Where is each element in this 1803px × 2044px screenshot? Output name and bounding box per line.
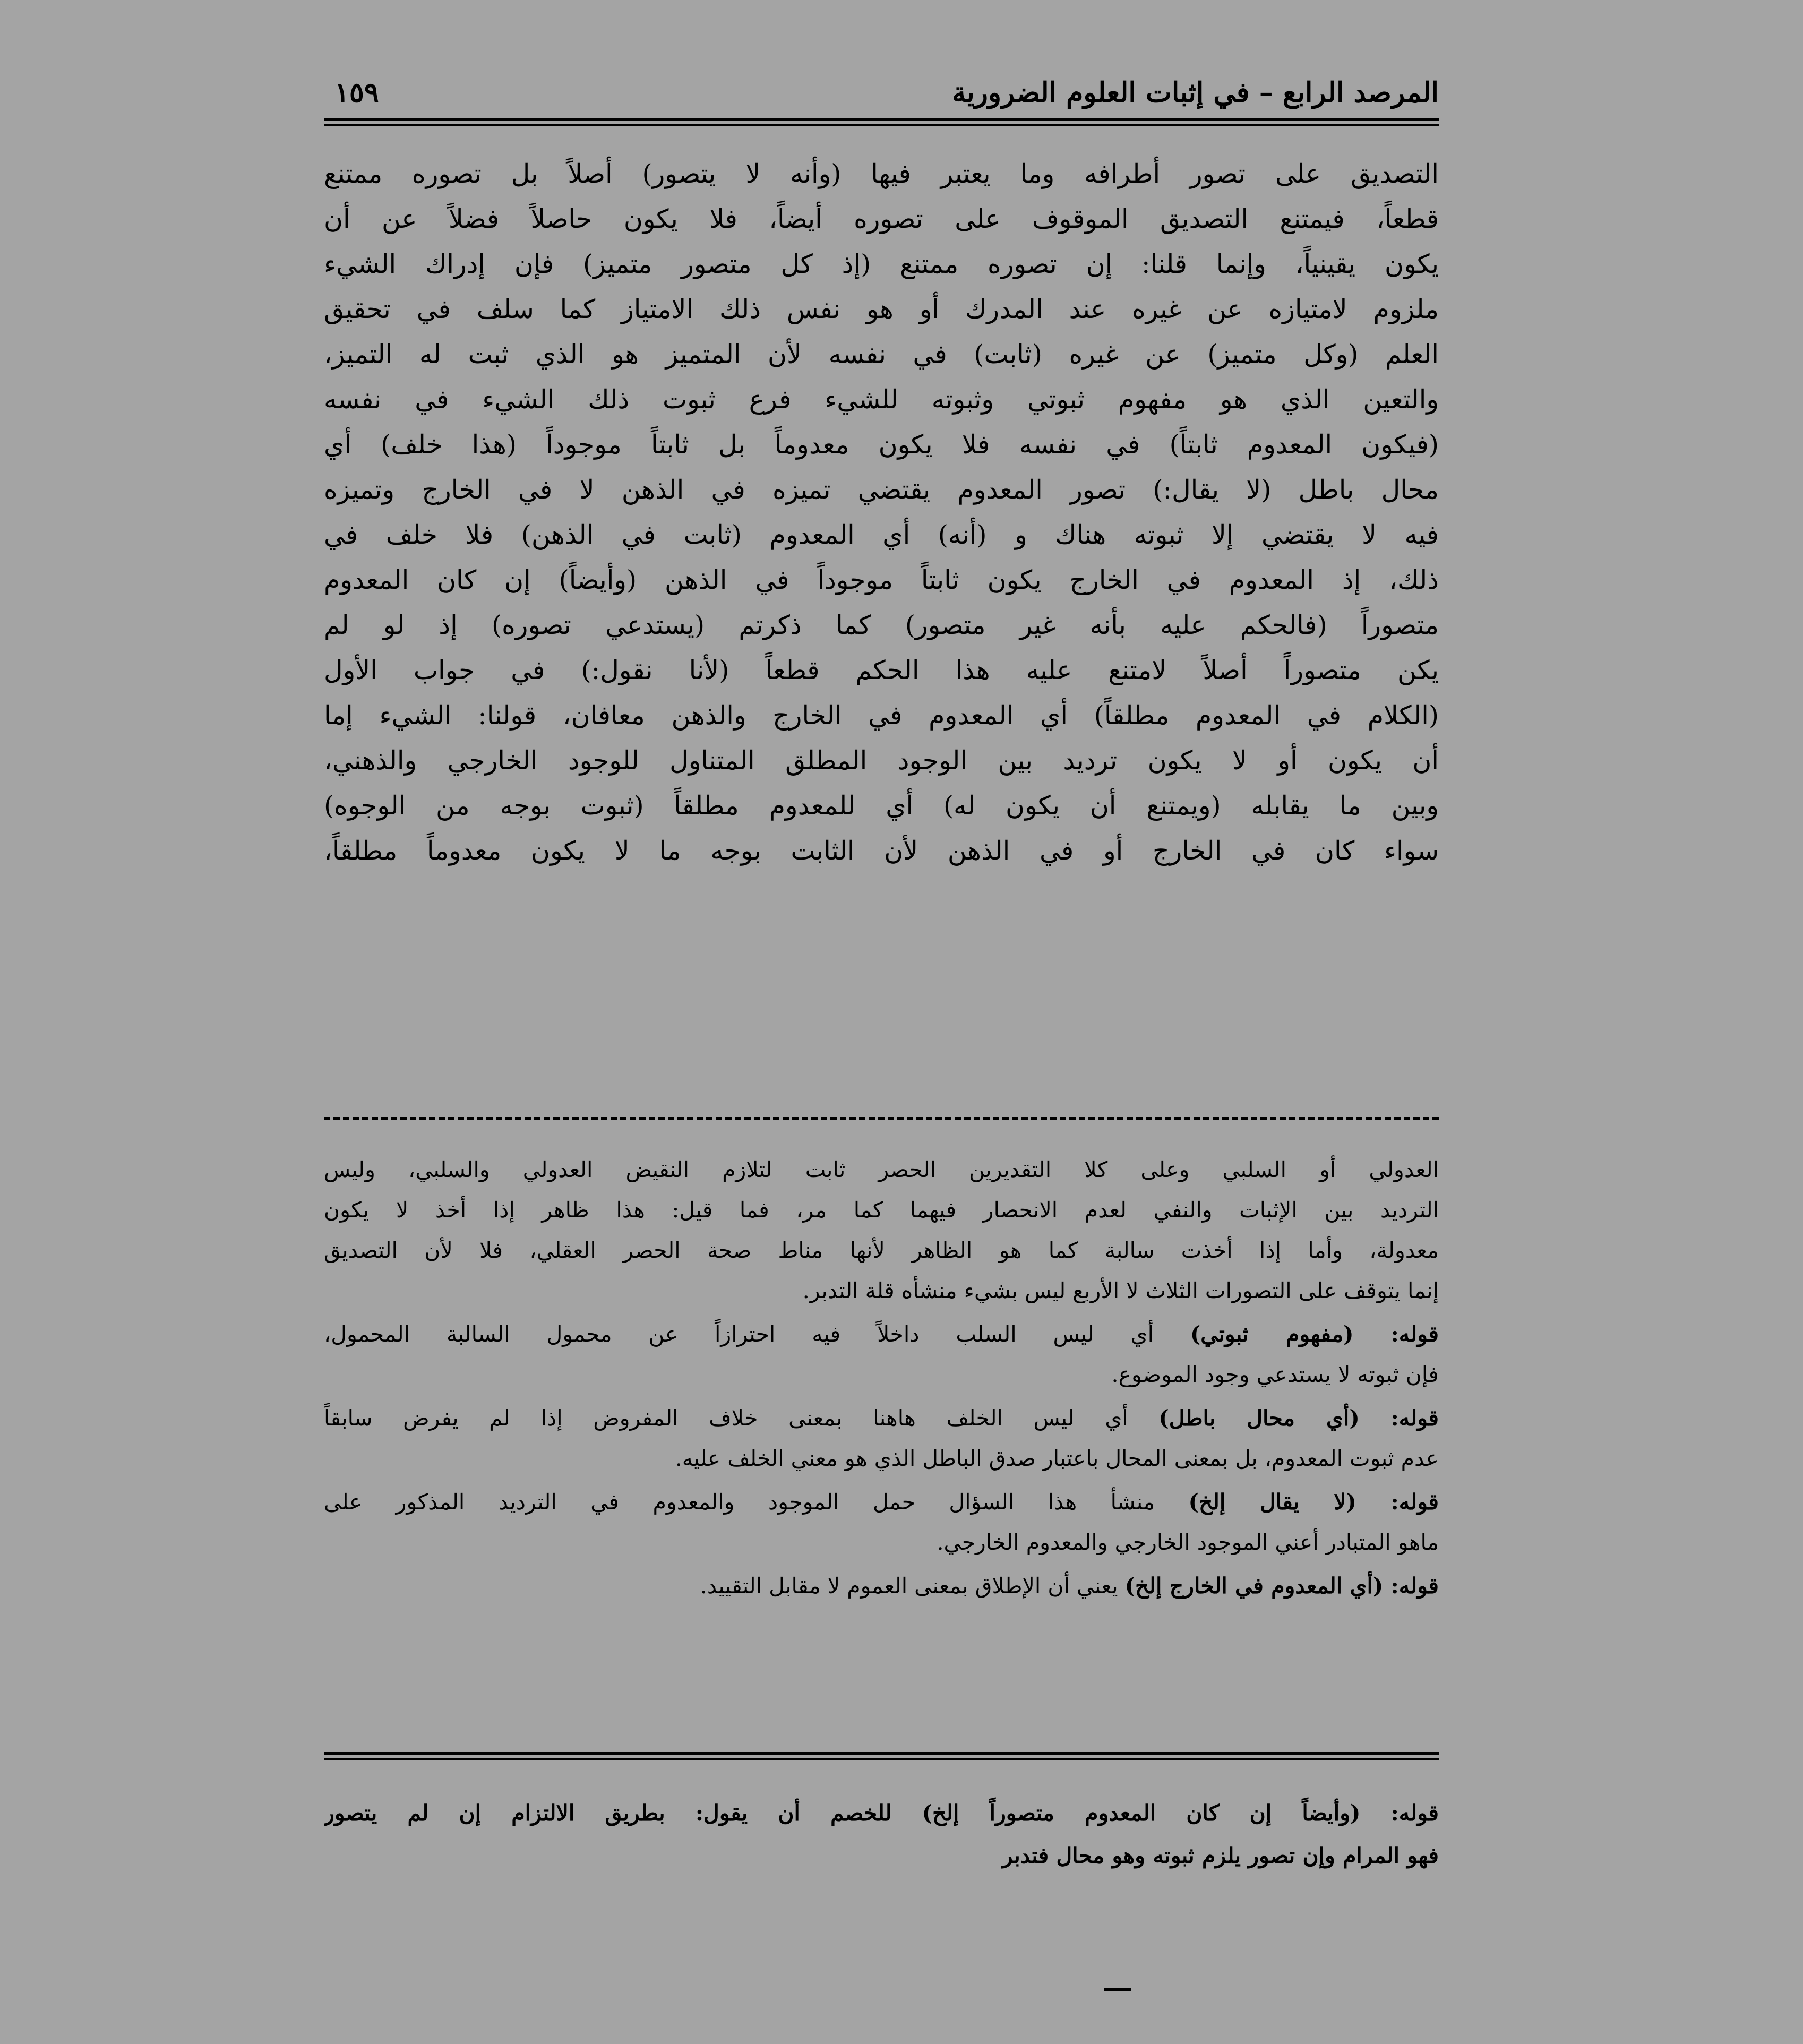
note-line <box>324 1314 1439 1354</box>
note-lead: قوله: (مفهوم ثبوتي) <box>1190 1321 1439 1347</box>
chapter-title: المرصد الرابع – في إثبات العلوم الضرورية <box>952 76 1439 109</box>
note-line: قوله: (وأيضاً إن كان المعدوم متصوراً إلخ) للخصم أن يقول: بطريق الالتزام إن لم يتصور <box>324 1800 1439 1826</box>
text-line: يكون يقينياً، وإنما قلنا: إن تصوره ممتنع (إذ كل متصور متميز) فإن إدراك الشيء <box>324 249 1439 279</box>
note-text: أي ليس الخلف هاهنا بمعنى خلاف المفروض إذا لم يفرض سابقاً <box>324 1405 1159 1431</box>
note-line: معدولة، وأما إذا أخذت سالبة كما هو الظاهر لأنها مناط صحة الحصر العقلي، فلا لأن التصديق <box>324 1238 1439 1263</box>
second-commentary <box>324 1792 1439 1877</box>
note-lead: قوله: (أي محال باطل) <box>1158 1405 1439 1431</box>
text-line: سواء كان في الخارج أو في الذهن لأن الثابت بوجه ما لا يكون معدوماً مطلقاً، <box>324 836 1439 866</box>
text-line: (الكلام في المعدوم مطلقاً) أي المعدوم في الخارج والذهن معافان، قولنا: الشيء إما <box>324 700 1439 731</box>
text-line: أن يكون أو لا يكون ترديد بين الوجود المطلق المتناول للوجود الخارجي والذهني، <box>324 745 1439 776</box>
note-paragraph <box>324 1314 1439 1395</box>
page-mark <box>1104 1988 1131 1991</box>
note-line <box>324 1398 1439 1438</box>
page-number: ١٥٩ <box>334 76 379 109</box>
note-line: إنما يتوقف على التصورات الثلاث لا الأربع ليس بشيء منشأه قلة التدبر. <box>802 1278 1439 1303</box>
text-line: (فيكون المعدوم ثابتاً) في نفسه فلا يكون معدوماً بل ثابتاً موجوداً (هذا خلف) أي <box>324 430 1439 460</box>
text-line: ذلك، إذ المعدوم في الخارج يكون ثابتاً موجوداً في الذهن (وأيضاً) إن كان المعدوم <box>324 565 1439 595</box>
text-line: محال باطل (لا يقال:) تصور المعدوم يقتضي تميزه في الذهن لا في الخارج وتميزه <box>324 475 1439 505</box>
note-line <box>324 1566 1439 1606</box>
text-line: فيه لا يقتضي إلا ثبوته هناك و (أنه) أي المعدوم (ثابت في الذهن) فلا خلف في <box>324 520 1439 550</box>
note-line: الترديد بين الإثبات والنفي لعدم الانحصار فيهما كما مر، فما قيل: هذا ظاهر إذا أخذ لا يكون <box>324 1197 1439 1223</box>
text-line: قطعاً، فيمتنع التصديق الموقوف على تصوره أيضاً، فلا يكون حاصلاً فضلاً عن أن <box>324 204 1439 234</box>
note-text: أي ليس السلب داخلاً فيه احترازاً عن محمول السالبة المحمول، <box>324 1321 1190 1347</box>
main-text <box>324 151 1439 873</box>
note-line: عدم ثبوت المعدوم، بل بمعنى المحال باعتبار صدق الباطل الذي هو معني الخلف عليه. <box>675 1446 1439 1471</box>
notes-bottom-rule <box>324 1752 1439 1760</box>
footnote-separator <box>324 1117 1439 1120</box>
text-line: متصوراً (فالحكم عليه بأنه غير متصور) كما ذكرتم (يستدعي تصوره) إذ لو لم <box>324 610 1439 640</box>
note-paragraph <box>324 1482 1439 1562</box>
note-line: فإن ثبوته لا يستدعي وجود الموضوع. <box>1111 1362 1439 1387</box>
note-line <box>324 1482 1439 1522</box>
commentary-notes <box>324 1149 1439 1609</box>
text-line: وبين ما يقابله (ويمتنع أن يكون له) أي للمعدوم مطلقاً (ثبوت بوجه من الوجوه) <box>324 791 1439 821</box>
note-text: منشأ هذا السؤال حمل الموجود والمعدوم في الترديد المذكور على <box>324 1489 1189 1515</box>
note-paragraph <box>324 1149 1439 1311</box>
note-line: العدولي أو السلبي وعلى كلا التقديرين الحصر ثابت لتلازم النقيض العدولي والسلبي، وليس <box>324 1157 1439 1182</box>
note-line: فهو المرام وإن تصور يلزم ثبوته وهو محال فتدبر <box>1002 1843 1439 1868</box>
note-text: يعني أن الإطلاق بمعنى العموم لا مقابل التقييد. <box>700 1573 1125 1599</box>
note-lead: قوله: (لا يقال إلخ) <box>1188 1489 1439 1515</box>
text-line: التصديق على تصور أطرافه وما يعتبر فيها (وأنه لا يتصور) أصلاً بل تصوره ممتنع <box>324 159 1439 189</box>
note-paragraph <box>324 1398 1439 1479</box>
header-rule <box>324 118 1439 126</box>
note-lead: قوله: (أي المعدوم في الخارج إلخ) <box>1124 1573 1439 1599</box>
note-paragraph <box>324 1566 1439 1606</box>
text-line: العلم (وكل متميز) عن غيره (ثابت) في نفسه لأن المتميز هو الذي ثبت له التميز، <box>324 339 1439 370</box>
text-line: والتعين الذي هو مفهوم ثبوتي وثبوته للشيء فرع ثبوت ذلك الشيء في نفسه <box>324 384 1439 415</box>
running-header <box>324 69 1439 117</box>
text-line: ملزوم لامتيازه عن غيره عند المدرك أو هو نفس ذلك الامتياز كما سلف في تحقيق <box>324 294 1439 324</box>
note-line: ماهو المتبادر أعني الموجود الخارجي والمعدوم الخارجي. <box>937 1530 1439 1555</box>
text-line: يكن متصوراً أصلاً لامتنع عليه هذا الحكم قطعاً (لأنا نقول:) في جواب الأول <box>324 655 1439 685</box>
